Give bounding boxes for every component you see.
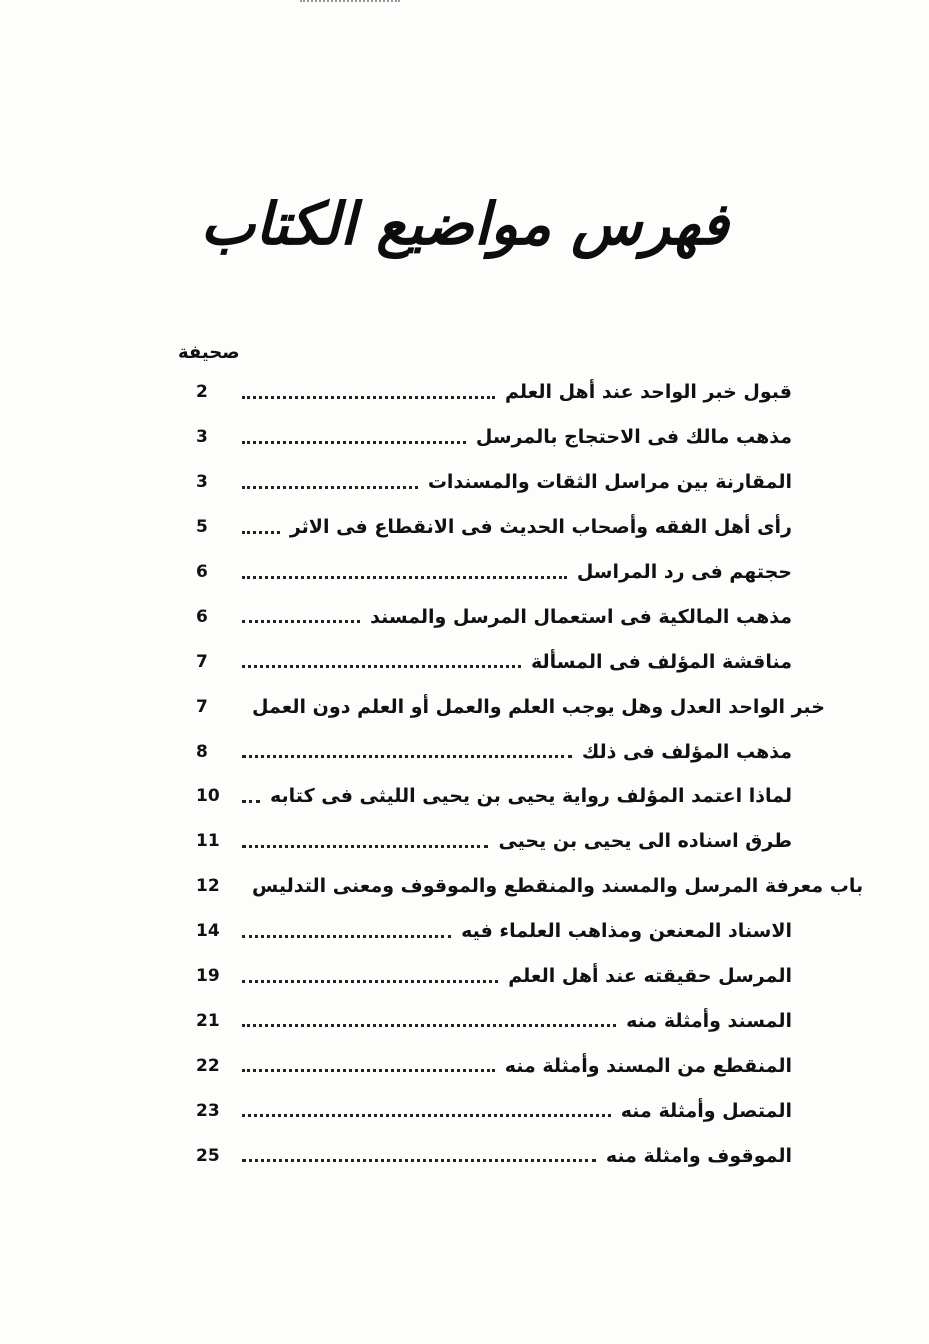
toc-entry: [196, 819, 792, 864]
toc-entry: [196, 639, 792, 684]
scan-artifact: [300, 0, 400, 6]
toc-entry-title: حجتهم فى رد المراسل: [576, 561, 792, 583]
toc-entry-title: طرق اسناده الى يحيى بن يحيى: [498, 830, 792, 853]
toc-entry-title: باب معرفة المرسل والمسند والمنقطع والموقوف ومعنى التدليس: [252, 875, 864, 898]
toc-entry: [196, 505, 792, 550]
toc-page-number: 11: [196, 831, 220, 852]
dot-leader: [242, 437, 466, 444]
toc-entry-title: مذهب مالك فى الاحتجاج بالمرسل: [475, 426, 792, 449]
toc-entry-title: مذهب المؤلف فى ذلك: [581, 740, 792, 763]
dot-leader: [242, 751, 572, 758]
toc-entry: [196, 729, 792, 774]
dot-leader: [242, 661, 521, 668]
toc-page-number: 7: [196, 696, 208, 717]
table-of-contents: [196, 370, 864, 1178]
toc-entry-title: خبر الواحد العدل وهل يوجب العلم والعمل أو العلم دون العمل: [252, 695, 825, 718]
toc-page-number: 6: [196, 606, 208, 627]
toc-page-number: 22: [196, 1055, 220, 1076]
toc-entry: [196, 909, 792, 954]
page-title: فهرس مواضيع الكتاب: [200, 190, 729, 258]
toc-page-number: 10: [196, 786, 220, 807]
toc-entry-title: المتصل وأمثلة منه: [620, 1099, 792, 1122]
dot-leader: [242, 1020, 616, 1027]
toc-entry: [196, 1133, 792, 1178]
toc-entry-title: المقارنة بين مراسل الثقات والمسندات: [427, 471, 792, 494]
dot-leader: [242, 616, 360, 623]
toc-page-number: 8: [196, 741, 208, 762]
toc-entry-title: المنقطع من المسند وأمثلة منه: [504, 1054, 792, 1077]
toc-entry: [196, 1043, 792, 1088]
dot-leader: [242, 1065, 495, 1072]
toc-entry-title: المرسل حقيقته عند أهل العلم: [508, 965, 792, 988]
toc-entry: [196, 954, 792, 999]
toc-entry-title: الاسناد المعنعن ومذاهب العلماء فيه: [461, 920, 792, 943]
toc-entry: [196, 998, 792, 1043]
toc-entry-title: المسند وأمثلة منه: [626, 1009, 792, 1032]
dot-leader: [242, 796, 260, 803]
toc-entry-title: الموقوف وامثلة منه: [605, 1144, 792, 1167]
page-column-header: صحيفة: [178, 342, 240, 363]
toc-entry: [196, 774, 792, 819]
dot-leader: [242, 976, 498, 983]
toc-page-number: 12: [196, 876, 220, 897]
toc-page-number: 3: [196, 427, 208, 448]
toc-page-number: 23: [196, 1100, 220, 1121]
toc-page-number: 3: [196, 472, 208, 493]
toc-page-number: 5: [196, 517, 208, 538]
toc-entry: [196, 594, 792, 639]
toc-entry-title: مناقشة المؤلف فى المسألة: [530, 650, 792, 673]
toc-entry-title: لماذا اعتمد المؤلف رواية يحيى بن يحيى الليثى فى كتابه: [270, 785, 792, 808]
toc-page-number: 14: [196, 921, 220, 942]
dot-leader: [242, 1155, 596, 1162]
toc-page-number: 21: [196, 1010, 220, 1031]
toc-page-number: 6: [196, 562, 208, 582]
dot-leader: [242, 931, 451, 938]
toc-page-number: 19: [196, 966, 220, 987]
dot-leader: [242, 1110, 611, 1117]
toc-entry: [196, 1088, 792, 1133]
toc-page-number: 2: [196, 382, 208, 403]
toc-page-number: 25: [196, 1145, 220, 1166]
toc-entry: [196, 460, 792, 505]
dot-leader: [242, 392, 495, 399]
toc-entry: [196, 864, 864, 909]
dot-leader: [242, 841, 488, 848]
toc-entry-title: مذهب المالكية فى استعمال المرسل والمسند: [370, 605, 792, 628]
toc-entry: [196, 550, 792, 595]
toc-entry: [196, 684, 825, 729]
toc-entry-title: رأى أهل الفقه وأصحاب الحديث فى الانقطاع فى الاثر: [289, 516, 792, 539]
dot-leader: [242, 572, 567, 579]
dot-leader: [242, 527, 280, 534]
toc-page-number: 7: [196, 651, 208, 672]
toc-entry: [196, 370, 792, 415]
dot-leader: [242, 482, 418, 489]
toc-entry-title: قبول خبر الواحد عند أهل العلم: [504, 381, 792, 404]
toc-entry: [196, 415, 792, 460]
